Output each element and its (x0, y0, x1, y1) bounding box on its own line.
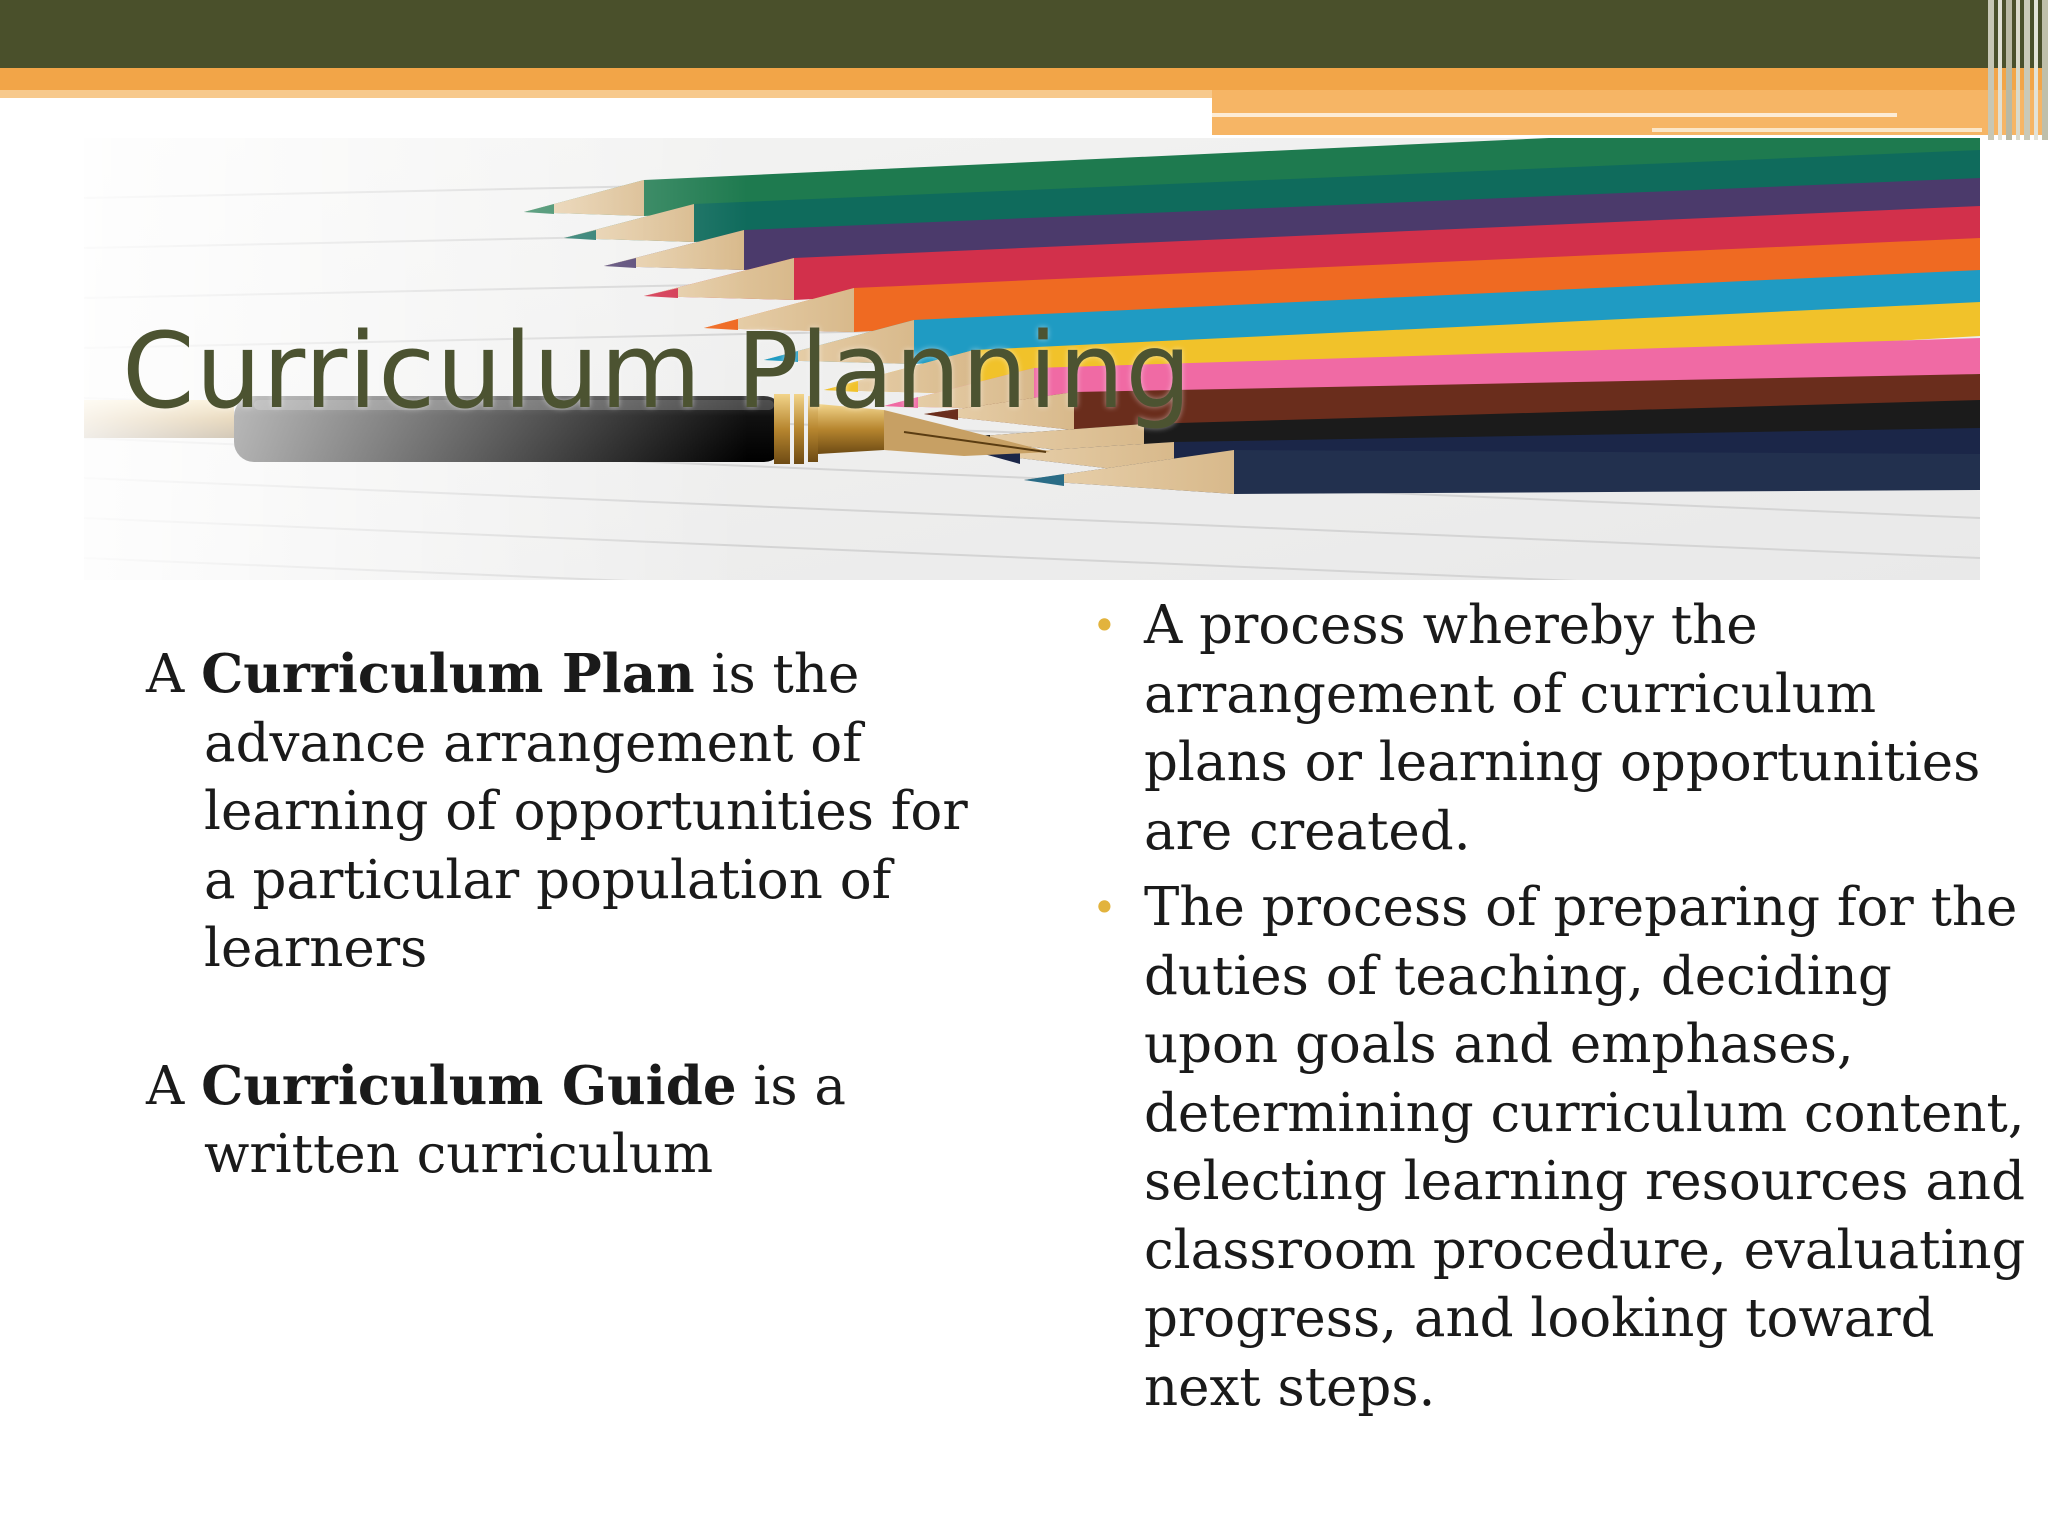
process-column (1084, 592, 2034, 1430)
curriculum-guide-definition (146, 1052, 1016, 1190)
list-item (1084, 592, 2034, 866)
definition-text: is the advance arrangement of learning of opportunities for a particular population of learners (204, 644, 968, 979)
definition-prefix: A (146, 644, 202, 705)
bullet-icon: • (1092, 601, 1117, 650)
slide-title: Curriculum Planning (122, 310, 1193, 432)
header-bar (0, 0, 2048, 68)
curriculum-plan-definition (146, 640, 1016, 984)
bullet-icon: • (1092, 883, 1117, 932)
bullet-text: The process of preparing for the duties of teaching, deciding upon goals and emphases, determining curriculum content, selecting learning resources and classroom procedure, evaluating progress, and looking toward next steps. (1144, 877, 2026, 1418)
bullet-text: A process whereby the arrangement of curriculum plans or learning opportunities are created. (1144, 595, 1981, 862)
definition-prefix: A (146, 1055, 202, 1117)
accent-stripe-light (0, 90, 1212, 98)
definitions-column (146, 640, 1016, 1258)
accent-line (1212, 113, 1897, 117)
corner-decoration (1988, 0, 2048, 140)
accent-line-short (1652, 128, 1982, 132)
definition-term: Curriculum Guide (201, 1054, 737, 1117)
bullet-list (1084, 592, 2034, 1422)
definition-term: Curriculum Plan (201, 643, 695, 705)
accent-stripe (0, 68, 2048, 90)
list-item (1084, 874, 2034, 1422)
definition-text: is a written curriculum (204, 1055, 846, 1185)
